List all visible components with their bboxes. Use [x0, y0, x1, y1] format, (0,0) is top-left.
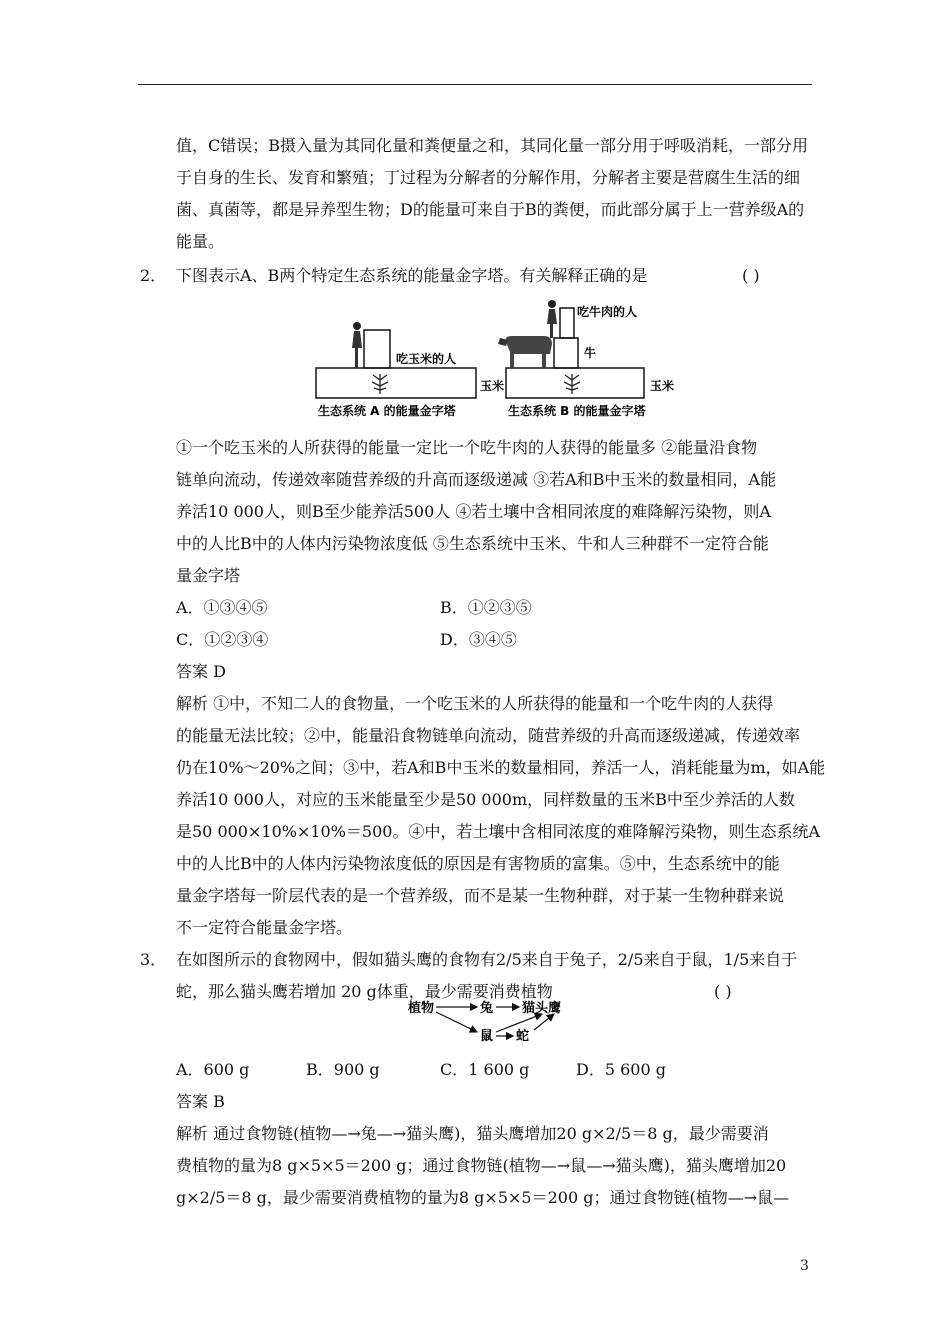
header-rule — [138, 84, 812, 85]
continuation-line-3: 菌、真菌等，都是异养型生物；D的能量可来自于B的粪便，而此部分属于上一营养级A的 — [176, 200, 805, 219]
question-2-option-c: C．①②③④ — [176, 630, 269, 649]
continuation-line-4: 能量。 — [176, 232, 225, 251]
pyramid-b-top — [560, 308, 574, 338]
pyramid-a-person-label: 吃玉米的人 — [396, 352, 457, 366]
question-3-analysis-line-1: 解析 通过食物链(植物—→兔—→猫头鹰)，猫头鹰增加20 g×2/5＝8 g，最少需要消 — [176, 1124, 769, 1143]
page-number: 3 — [800, 1258, 809, 1274]
pyramid-b-cow-label: 牛 — [584, 346, 597, 360]
node-plant: 植物 — [408, 1001, 435, 1016]
food-web-diagram — [404, 998, 584, 1048]
node-rabbit: 兔 — [480, 1001, 494, 1016]
corn-b-icon — [564, 374, 580, 394]
question-2-option-b: B．①②③⑤ — [440, 598, 532, 617]
pyramid-a-base — [316, 368, 476, 398]
question-2-analysis-line-6: 中的人比B中的人体内污染物浓度低的原因是有害物质的富集。⑤中，生态系统中的能 — [176, 854, 780, 873]
question-2-stem: 下图表示A、B两个特定生态系统的能量金字塔。有关解释正确的是 — [176, 266, 648, 285]
energy-pyramid-figure — [300, 290, 680, 420]
continuation-line-2: 于自身的生长、发育和繁殖；丁过程为分解者的分解作用，分解者主要是营腐生生活的细 — [176, 168, 801, 187]
corn-a-icon — [372, 374, 388, 394]
node-snake: 蛇 — [516, 1029, 530, 1044]
question-2-analysis-line-5: 是50 000×10%×10%＝500。④中，若土壤中含相同浓度的难降解污染物，则生态系统A — [176, 822, 821, 841]
question-3-answer: 答案 B — [176, 1092, 225, 1111]
question-3-option-c: C．1 600 g — [440, 1060, 530, 1079]
question-3-option-d: D．5 600 g — [576, 1060, 666, 1079]
pyramid-b-base-label: 玉米 — [650, 379, 675, 393]
pyramid-b-person-label: 吃牛肉的人 — [577, 305, 638, 319]
question-2-statement-line-2: 链单向流动，传递效率随营养级的升高而逐级递减 ③若A和B中玉米的数量相同，A能 — [176, 470, 776, 489]
question-3-option-b: B．900 g — [306, 1060, 380, 1079]
question-2-analysis-line-4: 养活10 000人，对应的玉米能量至少是50 000m，同样数量的玉米B中至少养活的人数 — [176, 790, 795, 809]
question-2-statement-line-5: 量金字塔 — [176, 566, 241, 585]
question-2-analysis-line-1: 解析 ①中，不知二人的食物量，一个吃玉米的人所获得的能量和一个吃牛肉的人获得 — [176, 694, 774, 713]
question-3-analysis-line-2: 费植物的量为8 g×5×5＝200 g；通过食物链(植物—→鼠—→猫头鹰)，猫头鹰增加20 — [176, 1156, 787, 1175]
node-mouse: 鼠 — [480, 1029, 494, 1044]
person-a-icon — [352, 322, 362, 368]
cow-icon — [498, 336, 552, 368]
continuation-line-1: 值，C错误；B摄入量为其同化量和粪便量之和，其同化量一部分用于呼吸消耗，一部分用 — [176, 136, 809, 155]
question-2-analysis-line-7: 量金字塔每一阶层代表的是一个营养级，而不是某一生物种群，对于某一生物种群来说 — [176, 886, 785, 905]
question-3-option-a: A．600 g — [176, 1060, 250, 1079]
question-2-option-a: A．①③④⑤ — [176, 598, 268, 617]
pyramid-a-base-label: 玉米 — [480, 379, 505, 393]
question-2-answer-blank: ( ) — [742, 266, 760, 285]
pyramid-a-top — [364, 330, 390, 368]
question-2-statement-line-4: 中的人比B中的人体内污染物浓度低 ⑤生态系统中玉米、牛和人三种群不一定符合能 — [176, 534, 769, 553]
question-3-analysis-line-3: g×2/5＝8 g，最少需要消费植物的量为8 g×5×5＝200 g；通过食物链(植物—→鼠— — [176, 1188, 790, 1207]
question-3-number: 3． — [140, 950, 167, 969]
question-3-answer-blank: ( ) — [714, 982, 732, 1001]
pyramid-a-caption: 生态系统 A 的能量金字塔 — [318, 404, 456, 418]
question-2-statement-line-1: ①一个吃玉米的人所获得的能量一定比一个吃牛肉的人获得的能量多 ②能量沿食物 — [176, 438, 758, 457]
pyramid-b-base — [506, 368, 644, 398]
question-2-statement-line-3: 养活10 000人，则B至少能养活500人 ④若土壤中含相同浓度的难降解污染物，则A — [176, 502, 771, 521]
question-2-analysis-line-3: 仍在10%～20%之间；③中，若A和B中玉米的数量相同，养活一人，消耗能量为m，如A能 — [176, 758, 826, 777]
question-2-analysis-line-2: 的能量无法比较；②中，能量沿食物链单向流动，随营养级的升高而逐级递减，传递效率 — [176, 726, 801, 745]
question-2-answer: 答案 D — [176, 662, 226, 681]
pyramid-b-middle — [554, 338, 578, 368]
node-owl: 猫头鹰 — [522, 1001, 562, 1016]
question-2-analysis-line-8: 不一定符合能量金字塔。 — [176, 918, 353, 937]
person-b-icon — [547, 300, 557, 338]
pyramid-b-caption: 生态系统 B 的能量金字塔 — [508, 404, 646, 418]
question-3-stem-line-2: 蛇，那么猫头鹰若增加 20 g体重，最少需要消费植物 — [176, 982, 553, 1001]
question-2-number: 2． — [140, 266, 167, 285]
edge-plant-mouse — [436, 1012, 477, 1032]
question-2-option-d: D．③④⑤ — [440, 630, 517, 649]
question-3-stem-line-1: 在如图所示的食物网中，假如猫头鹰的食物有2/5来自于兔子，2/5来自于鼠，1/5来自于 — [176, 950, 798, 969]
